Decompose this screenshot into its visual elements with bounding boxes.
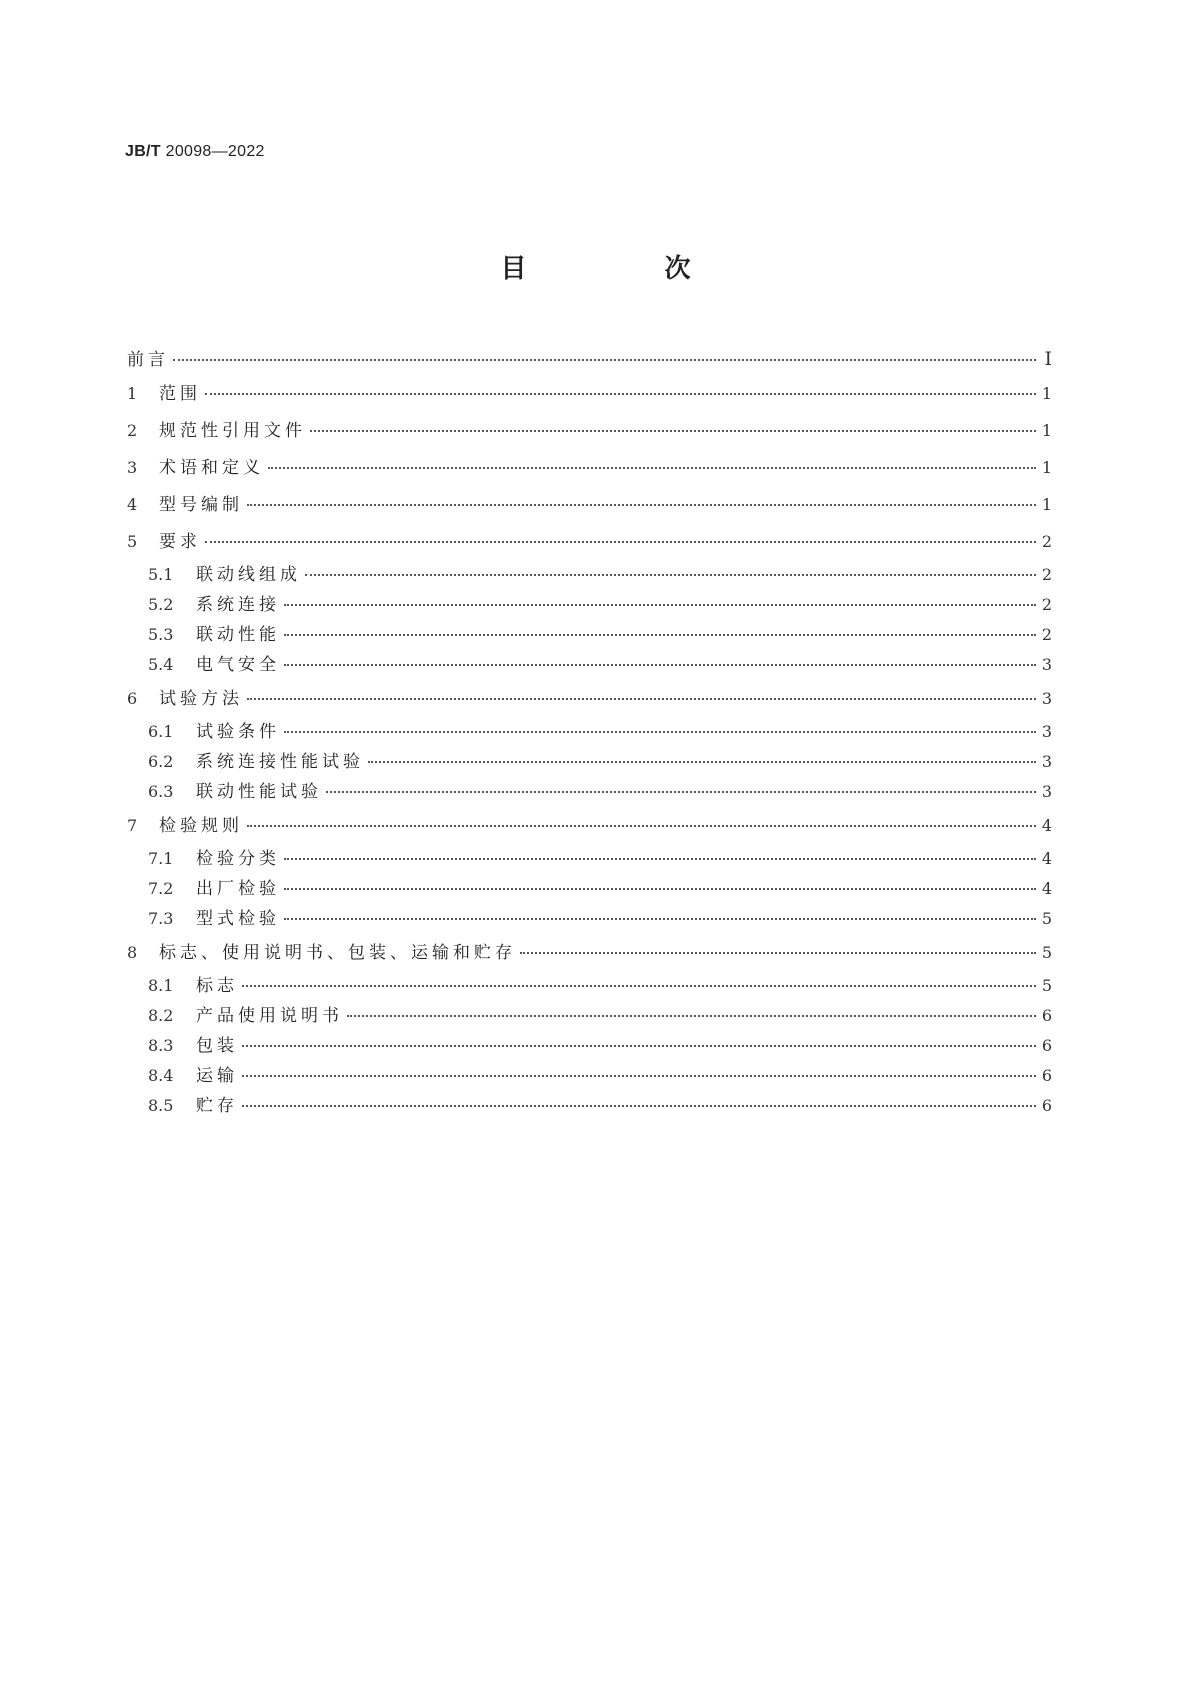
toc-dot-leader bbox=[242, 1075, 1036, 1077]
toc-dot-leader bbox=[326, 791, 1036, 793]
toc-entry[interactable] bbox=[127, 777, 1052, 807]
toc-entry-number: 7 bbox=[127, 816, 138, 835]
toc-entry-page-number: 2 bbox=[1041, 625, 1052, 644]
toc-dot-leader bbox=[242, 985, 1036, 987]
toc-entry-label: 型式检验 bbox=[196, 909, 280, 929]
toc-entry-number: 7.1 bbox=[148, 849, 174, 868]
toc-entry-page-number: 3 bbox=[1041, 752, 1052, 771]
toc-entry[interactable] bbox=[127, 807, 1052, 844]
toc-entry-page-number: 6 bbox=[1041, 1036, 1052, 1055]
toc-entry-label: 试验方法 bbox=[159, 689, 243, 709]
toc-dot-leader bbox=[347, 1015, 1036, 1017]
toc-entry[interactable] bbox=[127, 486, 1052, 523]
toc-entry-page-number: 4 bbox=[1041, 816, 1052, 835]
toc-dot-leader bbox=[284, 918, 1036, 920]
toc-entry-number: 5 bbox=[127, 532, 138, 551]
toc-entry[interactable] bbox=[127, 560, 1052, 590]
toc-entry-number: 4 bbox=[127, 495, 138, 514]
toc-entry-number: 7.3 bbox=[148, 909, 174, 928]
toc-entry-label: 试验条件 bbox=[196, 722, 280, 742]
toc-entry-number: 5.2 bbox=[148, 595, 174, 614]
toc-entry-page-number: 1 bbox=[1041, 458, 1052, 477]
toc-entry-label: 出厂检验 bbox=[196, 879, 280, 899]
toc-entry-page-number: 2 bbox=[1041, 565, 1052, 584]
toc-entry-page-number: 6 bbox=[1041, 1006, 1052, 1025]
toc-entry-label: 贮存 bbox=[196, 1096, 238, 1116]
toc-entry-label: 电气安全 bbox=[196, 655, 280, 675]
toc-entry[interactable] bbox=[127, 590, 1052, 620]
toc-entry-page-number: 3 bbox=[1041, 782, 1052, 801]
toc-entry-label: 运输 bbox=[196, 1066, 238, 1086]
document-code bbox=[125, 143, 265, 161]
toc-entry-number: 7.2 bbox=[148, 879, 174, 898]
toc-entry-page-number: 2 bbox=[1041, 532, 1052, 551]
document-code-prefix: JB/T bbox=[125, 143, 161, 160]
toc-entry[interactable] bbox=[127, 934, 1052, 971]
toc-entry-page-number: 1 bbox=[1041, 495, 1052, 514]
toc-entry-label: 型号编制 bbox=[159, 495, 243, 515]
toc-dot-leader bbox=[284, 888, 1036, 890]
toc-entry-label: 规范性引用文件 bbox=[159, 421, 306, 441]
toc-dot-leader bbox=[205, 541, 1036, 543]
toc-entry[interactable] bbox=[127, 449, 1052, 486]
toc-entry-number: 8.3 bbox=[148, 1036, 174, 1055]
toc-dot-leader bbox=[247, 825, 1036, 827]
page-title: 目 次 bbox=[500, 254, 747, 284]
toc-entry-page-number: 1 bbox=[1041, 384, 1052, 403]
toc-entry-page-number: 3 bbox=[1041, 722, 1052, 741]
toc-entry-number: 8.5 bbox=[148, 1096, 174, 1115]
toc-entry-number: 6.3 bbox=[148, 782, 174, 801]
toc-dot-leader bbox=[173, 359, 1036, 361]
toc-entry[interactable] bbox=[127, 844, 1052, 874]
toc-entry-number: 8.2 bbox=[148, 1006, 174, 1025]
table-of-contents bbox=[127, 343, 1052, 1121]
toc-entry-label: 联动线组成 bbox=[196, 565, 301, 585]
toc-entry-page-number: 5 bbox=[1041, 943, 1052, 962]
toc-entry-number: 2 bbox=[127, 421, 138, 440]
toc-entry-number: 8.4 bbox=[148, 1066, 174, 1085]
toc-dot-leader bbox=[242, 1105, 1036, 1107]
toc-entry-label: 标志 bbox=[196, 976, 238, 996]
toc-entry-page-number: 5 bbox=[1041, 976, 1052, 995]
toc-entry-page-number: 4 bbox=[1041, 879, 1052, 898]
toc-dot-leader bbox=[284, 604, 1036, 606]
toc-entry-number: 6.2 bbox=[148, 752, 174, 771]
toc-entry-label: 系统连接性能试验 bbox=[196, 752, 364, 772]
toc-dot-leader bbox=[247, 698, 1036, 700]
toc-dot-leader bbox=[520, 952, 1036, 954]
toc-entry-page-number: 6 bbox=[1041, 1066, 1052, 1085]
toc-entry-page-number: 3 bbox=[1041, 655, 1052, 674]
toc-entry[interactable] bbox=[127, 1091, 1052, 1121]
toc-entry[interactable] bbox=[127, 874, 1052, 904]
toc-entry[interactable] bbox=[127, 412, 1052, 449]
toc-dot-leader bbox=[284, 858, 1036, 860]
toc-entry[interactable] bbox=[127, 1031, 1052, 1061]
toc-entry-page-number: 4 bbox=[1041, 849, 1052, 868]
toc-dot-leader bbox=[205, 393, 1036, 395]
toc-entry-page-number: 3 bbox=[1041, 689, 1052, 708]
toc-dot-leader bbox=[242, 1045, 1036, 1047]
toc-entry-label: 联动性能试验 bbox=[196, 782, 322, 802]
toc-entry-number: 8 bbox=[127, 943, 138, 962]
toc-entry-label: 术语和定义 bbox=[159, 458, 264, 478]
toc-entry[interactable] bbox=[127, 1061, 1052, 1091]
toc-entry[interactable] bbox=[127, 523, 1052, 560]
toc-entry-page-number: 2 bbox=[1041, 595, 1052, 614]
toc-dot-leader bbox=[247, 504, 1036, 506]
toc-dot-leader bbox=[268, 467, 1036, 469]
document-code-number: 20098—2022 bbox=[165, 143, 265, 160]
toc-entry-label: 系统连接 bbox=[196, 595, 280, 615]
toc-entry-label: 联动性能 bbox=[196, 625, 280, 645]
toc-entry-label: 产品使用说明书 bbox=[196, 1006, 343, 1026]
toc-entry-number: 5.1 bbox=[148, 565, 174, 584]
toc-entry-number: 6.1 bbox=[148, 722, 174, 741]
toc-entry-label: 范围 bbox=[159, 384, 201, 404]
toc-entry[interactable] bbox=[127, 620, 1052, 650]
toc-dot-leader bbox=[284, 664, 1036, 666]
toc-entry[interactable] bbox=[127, 971, 1052, 1001]
toc-entry-page-number: 6 bbox=[1041, 1096, 1052, 1115]
toc-entry-number: 5.4 bbox=[148, 655, 174, 674]
toc-entry-label: 包装 bbox=[196, 1036, 238, 1056]
toc-entry-page-number: Ⅰ bbox=[1044, 348, 1052, 370]
toc-entry-number: 1 bbox=[127, 384, 138, 403]
toc-entry-page-number: 1 bbox=[1041, 421, 1052, 440]
toc-entry-label: 前言 bbox=[127, 350, 169, 370]
toc-entry[interactable] bbox=[127, 747, 1052, 777]
toc-entry-label: 检验规则 bbox=[159, 816, 243, 836]
toc-entry-number: 8.1 bbox=[148, 976, 174, 995]
toc-entry[interactable] bbox=[127, 1001, 1052, 1031]
toc-dot-leader bbox=[305, 574, 1036, 576]
toc-entry[interactable] bbox=[127, 650, 1052, 680]
toc-entry-number: 5.3 bbox=[148, 625, 174, 644]
toc-entry[interactable] bbox=[127, 680, 1052, 717]
toc-entry[interactable] bbox=[127, 343, 1052, 375]
toc-entry[interactable] bbox=[127, 375, 1052, 412]
toc-dot-leader bbox=[284, 731, 1036, 733]
toc-entry[interactable] bbox=[127, 717, 1052, 747]
toc-dot-leader bbox=[368, 761, 1036, 763]
toc-dot-leader bbox=[284, 634, 1036, 636]
toc-entry-label: 检验分类 bbox=[196, 849, 280, 869]
toc-entry-label: 要求 bbox=[159, 532, 201, 552]
toc-entry-page-number: 5 bbox=[1041, 909, 1052, 928]
toc-entry-number: 3 bbox=[127, 458, 138, 477]
toc-entry-label: 标志、使用说明书、包装、运输和贮存 bbox=[159, 943, 516, 963]
toc-entry-number: 6 bbox=[127, 689, 138, 708]
toc-entry[interactable] bbox=[127, 904, 1052, 934]
toc-dot-leader bbox=[310, 430, 1036, 432]
